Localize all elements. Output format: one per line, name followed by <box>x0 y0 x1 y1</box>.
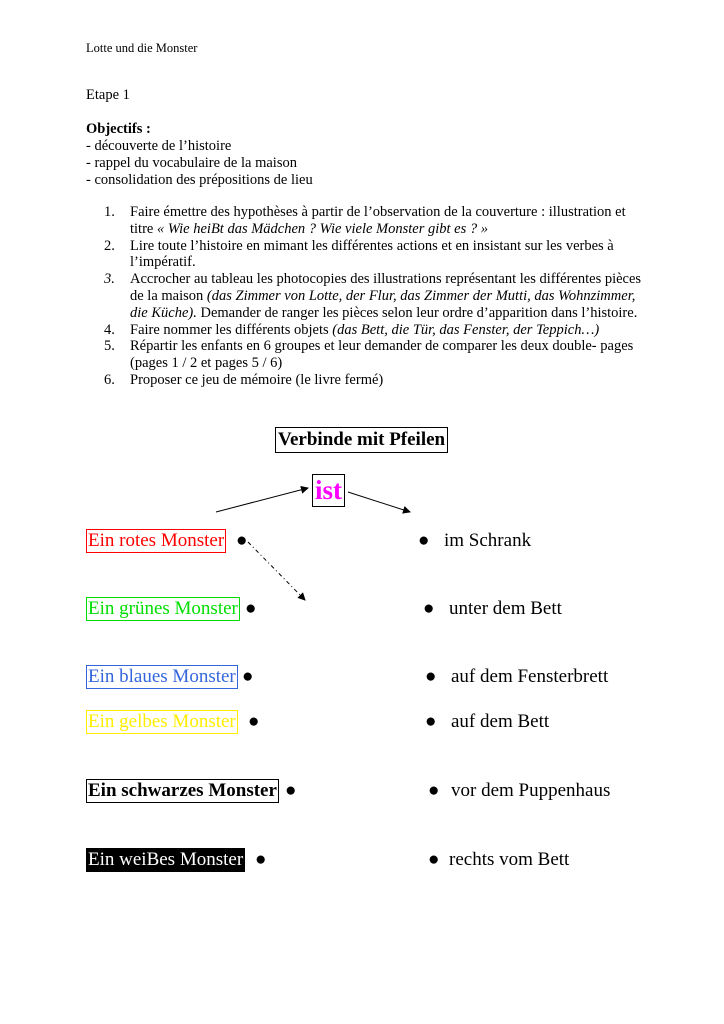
page-header: Lotte und die Monster <box>86 41 198 55</box>
step-number: 3. <box>104 271 115 288</box>
step-number: 1. <box>104 204 115 220</box>
verb-box: ist <box>312 474 345 507</box>
step-number: 2. <box>104 237 115 254</box>
connection-dot[interactable]: ● <box>428 849 440 870</box>
monster-black: Ein schwarzes Monster <box>88 780 277 801</box>
step-text: Lire toute l’histoire en mimant les différentes actions et en insistant sur les verbes à l’impératif. <box>130 237 614 271</box>
step-text-italic: « Wie heiBt das Mädchen ? Wie viele Monster gibt es ? » <box>156 220 488 237</box>
exercise-title: Verbinde mit Pfeilen <box>275 427 448 453</box>
objective-item: - découverte de l’histoire <box>86 138 232 154</box>
connection-dot[interactable]: ● <box>236 530 248 551</box>
place-label: unter dem Bett <box>449 598 562 619</box>
connection-dot[interactable]: ● <box>285 780 297 801</box>
step-text: Accrocher au tableau les photocopies des illustrations représentant les différentes pièces de la maison <box>130 271 642 304</box>
place-label: im Schrank <box>444 530 532 551</box>
step-text-italic: (das Bett, die Tür, das Fenster, der Teppich…) <box>332 321 600 338</box>
monster-yellow: Ein gelbes Monster <box>88 711 236 732</box>
objective-item: - consolidation des prépositions de lieu <box>86 172 313 188</box>
objectives-title: Objectifs : <box>86 121 151 137</box>
step-text: Répartir les enfants en 6 groupes et leur demander de comparer les deux double- pages (pages 1 / 2 et pages 5 / 6) <box>130 338 634 372</box>
connection-dot[interactable]: ● <box>248 711 260 732</box>
stage-title: Etape 1 <box>86 87 130 103</box>
objective-item: - rappel du vocabulaire de la maison <box>86 155 297 171</box>
step-text: Faire émettre des hypothèses à partir de l’observation de la couverture : illustration et titre <box>130 204 626 237</box>
dashed-example-arrow <box>248 542 305 600</box>
connection-dot[interactable]: ● <box>425 666 437 687</box>
connection-dot[interactable]: ● <box>428 780 440 801</box>
arrow-from-verb <box>348 492 410 512</box>
step-text: Faire nommer les différents objets <box>130 321 333 338</box>
step-number: 4. <box>104 321 115 338</box>
place-label: rechts vom Bett <box>449 849 570 870</box>
place-label: auf dem Fensterbrett <box>451 666 609 687</box>
connection-dot[interactable]: ● <box>242 666 254 687</box>
monster-blue: Ein blaues Monster <box>88 666 236 687</box>
monster-white: Ein weiBes Monster <box>88 849 244 870</box>
step-number: 6. <box>104 371 115 388</box>
connection-dot[interactable]: ● <box>425 711 437 732</box>
connection-dot[interactable]: ● <box>418 530 430 551</box>
step-number: 5. <box>104 338 115 355</box>
monster-red: Ein rotes Monster <box>88 530 225 551</box>
step-text-italic: (das Zimmer von Lotte, der Flur, das Zimmer der Mutti, das Wohnzimmer, die Küche). <box>130 287 636 321</box>
connection-dot[interactable]: ● <box>255 849 267 870</box>
monster-green: Ein grünes Monster <box>88 598 238 619</box>
place-label: vor dem Puppenhaus <box>451 780 611 801</box>
connection-dot[interactable]: ● <box>423 598 435 619</box>
connection-dot[interactable]: ● <box>245 598 257 619</box>
place-label: auf dem Bett <box>451 711 550 732</box>
arrow-to-verb <box>216 488 308 512</box>
step-text: Proposer ce jeu de mémoire (le livre fermé) <box>130 371 384 388</box>
step-text: Demander de ranger les pièces selon leur ordre d’apparition dans l’histoire. <box>196 304 638 321</box>
